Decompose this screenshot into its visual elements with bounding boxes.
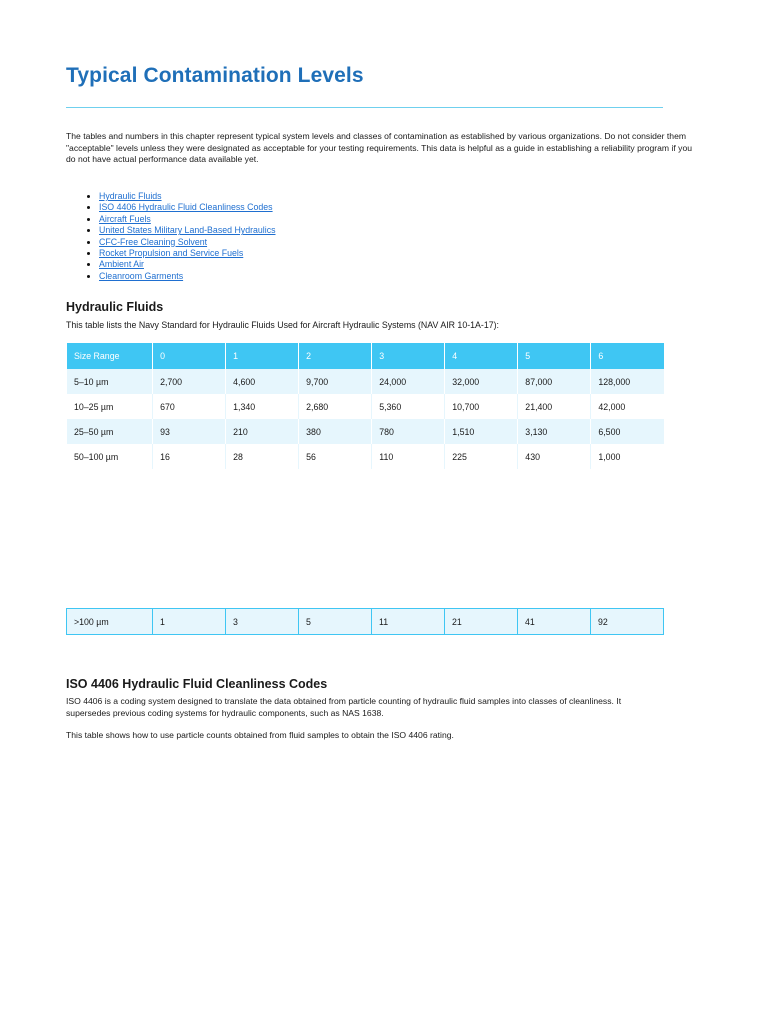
intro-paragraph: The tables and numbers in this chapter represent typical system levels and classes of contamination as established by various organizations. Do not consider them "acceptable" levels unless they were designated as acceptable for your testing requirements. This data is helpful as a guide in establishing a reliability program if you do not have actual performance data available yet.	[66, 131, 692, 164]
table-cell: 380	[299, 419, 372, 444]
toc-item	[99, 191, 276, 202]
table-cell: 225	[445, 444, 518, 469]
table-cell: 2,680	[299, 394, 372, 419]
toc-item	[99, 271, 276, 282]
table-cell: 2,700	[153, 369, 226, 394]
table-cell: 1	[153, 609, 226, 635]
toc-item	[99, 248, 276, 259]
table-cell: 93	[153, 419, 226, 444]
title-divider	[66, 107, 663, 108]
table-header-cell: 2	[299, 343, 372, 369]
section-description: This table lists the Navy Standard for Hydraulic Fluids Used for Aircraft Hydraulic Systems (NAV AIR 10-1A-17):	[66, 320, 499, 330]
toc-item	[99, 237, 276, 248]
table-cell: 28	[226, 444, 299, 469]
hydraulic-fluids-table-continued	[66, 608, 664, 635]
toc-link-rocket-fuels[interactable]: Rocket Propulsion and Service Fuels	[99, 248, 244, 259]
table-cell: 1,340	[226, 394, 299, 419]
table-cell: 670	[153, 394, 226, 419]
table-cell: 3	[226, 609, 299, 635]
toc-link-cfc-free-solvent[interactable]: CFC-Free Cleaning Solvent	[99, 236, 208, 247]
table-cell: 1,000	[591, 444, 664, 469]
table-row	[67, 369, 665, 394]
toc-item	[99, 214, 276, 225]
toc-link-military-hydraulics[interactable]: United States Military Land-Based Hydraulics	[99, 225, 276, 236]
table-cell: 128,000	[591, 369, 664, 394]
table-cell: 3,130	[518, 419, 591, 444]
table-row	[67, 609, 664, 635]
toc-link-hydraulic-fluids[interactable]: Hydraulic Fluids	[99, 191, 162, 201]
table-cell: 5–10 µm	[67, 369, 153, 394]
table-cell: 87,000	[518, 369, 591, 394]
table-header-cell: 3	[372, 343, 445, 369]
table-row	[67, 444, 665, 469]
hydraulic-fluids-table	[66, 343, 664, 469]
table-cell: 110	[372, 444, 445, 469]
table-cell: 10,700	[445, 394, 518, 419]
table-cell: 92	[591, 609, 664, 635]
table-header-cell: 4	[445, 343, 518, 369]
table-cell: 210	[226, 419, 299, 444]
table-cell: 5	[299, 609, 372, 635]
table-cell: 10–25 µm	[67, 394, 153, 419]
toc-link-iso-4406[interactable]: ISO 4406 Hydraulic Fluid Cleanliness Codes	[99, 202, 273, 213]
table-cell: 41	[518, 609, 591, 635]
table-cell: 11	[372, 609, 445, 635]
table-header-cell: 6	[591, 343, 664, 369]
table-cell: 9,700	[299, 369, 372, 394]
table-cell: 56	[299, 444, 372, 469]
toc-link-cleanroom-garments[interactable]: Cleanroom Garments	[99, 270, 184, 281]
iso-paragraph: This table shows how to use particle counts obtained from fluid samples to obtain the ISO 4406 rating.	[66, 730, 454, 740]
table-cell: 5,360	[372, 394, 445, 419]
table-cell: 32,000	[445, 369, 518, 394]
table-row	[67, 419, 665, 444]
toc-item	[99, 225, 276, 236]
table-header-cell: 0	[153, 343, 226, 369]
table-cell: 24,000	[372, 369, 445, 394]
table-cell: 21,400	[518, 394, 591, 419]
table-cell: 780	[372, 419, 445, 444]
table-of-contents	[66, 191, 276, 282]
table-cell: 21	[445, 609, 518, 635]
section-heading-iso-4406: ISO 4406 Hydraulic Fluid Cleanliness Codes	[66, 677, 328, 691]
table-header-cell: Size Range	[67, 343, 153, 369]
toc-link-aircraft-fuels[interactable]: Aircraft Fuels	[99, 213, 151, 224]
table-cell: 430	[518, 444, 591, 469]
table-header-cell: 5	[518, 343, 591, 369]
table-cell: 50–100 µm	[67, 444, 153, 469]
table-header-cell: 1	[226, 343, 299, 369]
table-cell: 16	[153, 444, 226, 469]
toc-item	[99, 259, 276, 270]
section-heading-hydraulic-fluids: Hydraulic Fluids	[66, 300, 164, 314]
table-cell: 6,500	[591, 419, 664, 444]
table-row	[67, 394, 665, 419]
table-cell: 25–50 µm	[67, 419, 153, 444]
table-cell: 42,000	[591, 394, 664, 419]
iso-paragraph: ISO 4406 is a coding system designed to translate the data obtained from particle counting of hydraulic fluid samples into classes of cleanliness. It supersedes previous coding systems for hydraulic components, such as NAS 1638.	[66, 696, 622, 718]
table-cell: 1,510	[445, 419, 518, 444]
toc-link-ambient-air[interactable]: Ambient Air	[99, 259, 144, 270]
page-title: Typical Contamination Levels	[66, 64, 364, 87]
table-cell: >100 µm	[67, 609, 153, 635]
toc-item	[99, 202, 276, 213]
table-cell: 4,600	[226, 369, 299, 394]
table-header-row	[67, 343, 665, 369]
